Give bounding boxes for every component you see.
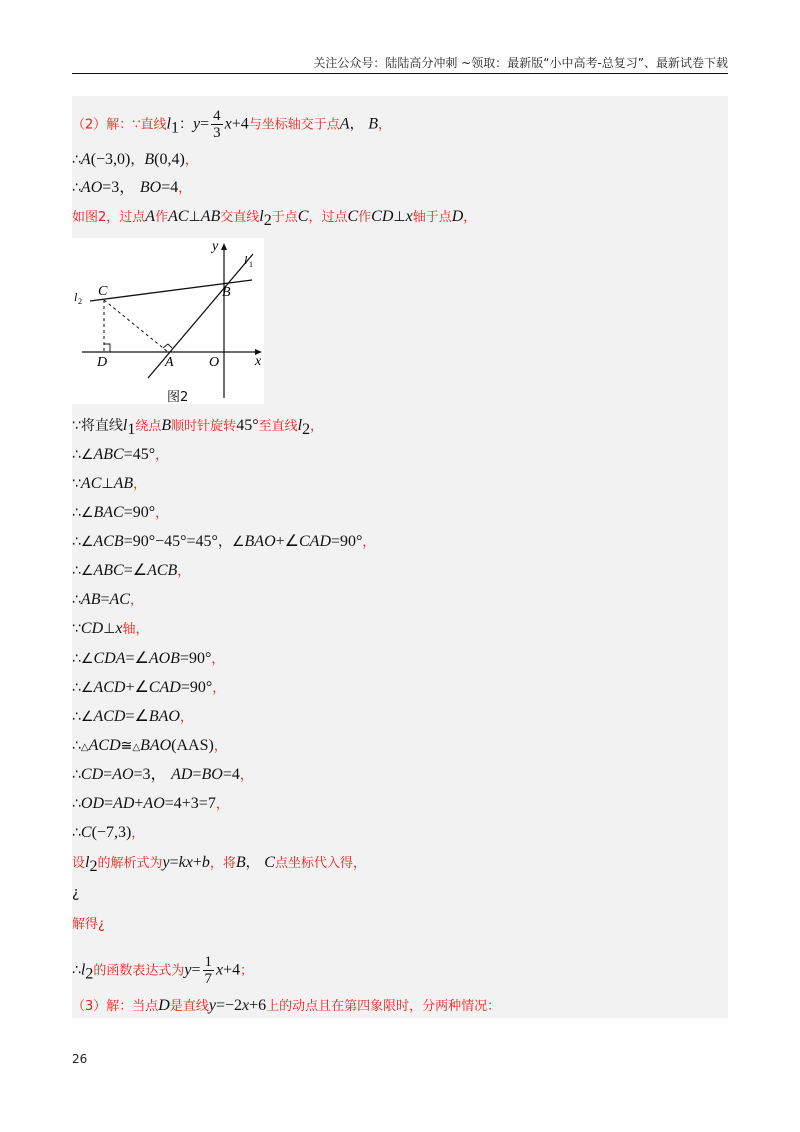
math: =∠ xyxy=(125,708,149,725)
triangle-symbol: △ xyxy=(80,742,89,753)
right-angle-A xyxy=(163,344,172,348)
text: 设 xyxy=(72,856,86,871)
text: ∵ xyxy=(72,621,81,637)
label-l2: l xyxy=(74,290,78,304)
math: BO xyxy=(139,179,162,196)
text: ∴ xyxy=(72,592,81,608)
text: 如图2，过点 xyxy=(72,210,146,225)
subscript: 2 xyxy=(85,965,94,983)
label-B: B xyxy=(222,285,231,300)
text: ¿ xyxy=(72,885,80,901)
math: +4 xyxy=(231,115,249,133)
label-A: A xyxy=(165,355,174,370)
text: ， xyxy=(463,210,477,225)
text: ， xyxy=(131,826,145,841)
math: =∠ xyxy=(123,562,148,579)
math: AB xyxy=(113,475,134,492)
math: =90° xyxy=(179,650,212,667)
math: ACB xyxy=(93,533,124,550)
text: ， xyxy=(177,564,191,579)
text: ； xyxy=(240,963,254,979)
math: =∠ xyxy=(125,650,149,667)
math: CAD xyxy=(299,533,331,550)
text: ∵ xyxy=(72,476,81,492)
perp: ⊥ xyxy=(188,209,201,225)
math: AD xyxy=(113,795,135,812)
text: ∴∠ xyxy=(72,563,94,579)
subscript: 2 xyxy=(263,211,272,229)
math: +4 xyxy=(223,961,241,979)
math: B xyxy=(144,151,155,168)
math: C xyxy=(80,824,92,841)
text: ∴∠ xyxy=(72,505,94,521)
line-l1 xyxy=(148,254,253,378)
text: 的函数表达式为 xyxy=(93,963,185,979)
math: l xyxy=(166,115,171,133)
math: (−3,0) xyxy=(90,151,131,168)
line-step xyxy=(72,883,79,903)
math: x xyxy=(224,115,232,133)
math: + xyxy=(134,795,144,812)
math: b xyxy=(201,854,210,871)
subscript: 2 xyxy=(89,857,98,875)
label-l1-sub: 1 xyxy=(249,260,253,269)
text: ， xyxy=(362,535,376,550)
line-step xyxy=(72,649,224,670)
math: x xyxy=(405,208,413,225)
math: AC xyxy=(168,208,189,225)
math: = xyxy=(169,854,179,871)
math: =3， xyxy=(133,766,167,783)
solution-block xyxy=(72,96,728,1018)
text: ，将 xyxy=(209,856,236,871)
math: A xyxy=(80,151,91,168)
math: ACD xyxy=(93,708,126,725)
text: ， xyxy=(215,797,229,812)
math: AOB xyxy=(148,650,180,667)
math: A xyxy=(339,115,350,133)
subscript: 1 xyxy=(127,420,136,438)
text: 至直线 xyxy=(258,419,298,434)
numerator: 4 xyxy=(213,108,221,124)
math: =4+3=7 xyxy=(164,795,216,812)
text: ∴ xyxy=(72,962,81,979)
line-coords xyxy=(72,150,198,171)
text: 绕点 xyxy=(135,419,162,434)
line-step xyxy=(72,794,229,815)
math: B xyxy=(235,854,246,871)
math: BO xyxy=(201,766,223,783)
math: OD xyxy=(80,795,105,812)
text: ， xyxy=(212,681,226,696)
therefore: ∴ xyxy=(72,180,81,196)
line-step xyxy=(72,532,375,553)
math: CD xyxy=(80,766,104,783)
math: B xyxy=(368,115,378,133)
math: +∠ xyxy=(275,533,299,550)
math: ACD xyxy=(93,679,126,696)
math: +∠ xyxy=(125,679,149,696)
text: ∴∠ xyxy=(72,447,94,463)
math: = xyxy=(200,115,210,133)
math: A xyxy=(145,208,156,225)
math: kx xyxy=(178,854,193,871)
math: =90° xyxy=(331,533,363,550)
text: 上的动点且在第四象限时，分两种情况： xyxy=(266,999,501,1014)
math: BAO xyxy=(140,737,172,754)
text: ∴ xyxy=(72,738,81,754)
math: (AAS) xyxy=(171,737,214,754)
math: BAO xyxy=(148,708,180,725)
math: AC xyxy=(109,591,130,608)
line-step xyxy=(72,823,144,844)
math: y xyxy=(208,997,216,1014)
text: 轴于点 xyxy=(412,210,452,225)
text: 的解析式为 xyxy=(97,856,163,871)
math: + xyxy=(192,854,202,871)
text: ， xyxy=(133,477,147,492)
perp: ⊥ xyxy=(393,209,406,225)
math: BAO xyxy=(244,533,276,550)
text: 与坐标轴交于点 xyxy=(248,117,340,133)
label-x: x xyxy=(255,354,262,369)
triangle-symbol: △ xyxy=(132,742,141,753)
perp: ⊥ xyxy=(103,621,116,637)
math: C xyxy=(264,854,275,871)
geometry-diagram xyxy=(72,238,264,404)
math: l xyxy=(297,417,303,434)
text: ， xyxy=(211,652,225,667)
math: =4 xyxy=(222,766,240,783)
text: 作 xyxy=(155,210,169,225)
text: ∴ xyxy=(72,767,81,783)
text: 作 xyxy=(358,210,372,225)
math: = xyxy=(104,795,114,812)
math: (−7,3) xyxy=(91,824,132,841)
text: 顺时针旋转 xyxy=(171,419,237,434)
math: CDA xyxy=(93,650,126,667)
math: AB xyxy=(80,591,101,608)
math: y xyxy=(162,854,170,871)
text: ， xyxy=(179,710,193,725)
math: 45° xyxy=(236,417,259,434)
math: l xyxy=(122,417,128,434)
math: =3， xyxy=(102,179,136,196)
text: ∴ xyxy=(72,796,81,812)
header-rule xyxy=(72,73,728,74)
text: （3）解：当点 xyxy=(72,999,159,1014)
denominator: 7 xyxy=(204,971,213,987)
text: ∠ xyxy=(231,534,245,550)
math: ACD xyxy=(88,737,121,754)
text: ， xyxy=(239,768,253,783)
math: CD xyxy=(371,208,394,225)
math: ABC xyxy=(93,562,124,579)
fraction xyxy=(211,108,223,141)
subscript: 2 xyxy=(302,420,311,438)
math: l xyxy=(80,961,86,979)
label-C: C xyxy=(98,284,108,299)
math: CAD xyxy=(148,679,181,696)
text: ， xyxy=(213,739,227,754)
line-step xyxy=(72,619,148,640)
math: AO xyxy=(143,795,165,812)
page-number: 26 xyxy=(72,1052,88,1066)
math: ACB xyxy=(147,562,178,579)
label-O: O xyxy=(209,355,220,370)
figure-caption: 图2 xyxy=(167,390,189,405)
math: AO xyxy=(80,179,103,196)
line-part3-intro xyxy=(72,996,500,1017)
fraction xyxy=(203,954,215,987)
text: ， xyxy=(349,116,364,133)
y-axis-arrow xyxy=(221,243,227,250)
math: AB xyxy=(200,208,221,225)
math: x xyxy=(242,997,250,1014)
perp: ⊥ xyxy=(101,476,114,492)
text: ， xyxy=(129,593,143,608)
text: 解得¿ xyxy=(72,917,105,932)
page-header: 关注公众号：陆陆高分冲刺 ~领取：最新版“小中高考-总复习”、最新试卷下载 xyxy=(313,56,728,70)
text: ， xyxy=(184,153,198,168)
denominator: 3 xyxy=(213,125,221,141)
math: =90° xyxy=(180,679,213,696)
math: CD xyxy=(80,620,104,637)
text: ∴ xyxy=(72,825,81,841)
math: D xyxy=(158,997,170,1014)
text: ，过点 xyxy=(308,210,348,225)
text: ： xyxy=(179,116,193,133)
text: ， xyxy=(310,419,324,434)
line-part2-intro xyxy=(72,108,391,141)
math: =−2 xyxy=(215,997,243,1014)
subscript: 1 xyxy=(171,119,179,137)
text: 是直线 xyxy=(169,999,209,1014)
math: = xyxy=(103,766,113,783)
math: AO xyxy=(112,766,134,783)
math: =4 xyxy=(161,179,179,196)
text: 轴， xyxy=(122,622,149,637)
label-l1: l xyxy=(244,253,248,267)
math: AD xyxy=(171,766,193,783)
text: 于点 xyxy=(271,210,298,225)
right-angle-D xyxy=(104,344,110,352)
line-rotation xyxy=(72,416,323,440)
line-step xyxy=(72,561,190,582)
math: = xyxy=(191,961,201,979)
text: 交直线 xyxy=(220,210,260,225)
line-step xyxy=(72,914,105,935)
text: （2）解：∵直线 xyxy=(72,117,167,133)
math: +6 xyxy=(249,997,267,1014)
line-step xyxy=(72,707,193,728)
math: y xyxy=(184,961,192,979)
congruent-symbol: ≅ xyxy=(120,738,133,754)
text: ， xyxy=(217,534,232,550)
label-l2-sub: 2 xyxy=(78,297,82,306)
math: y xyxy=(193,115,201,133)
math: =45° xyxy=(123,446,156,463)
math: B xyxy=(161,417,172,434)
text: ， xyxy=(155,448,169,463)
math: C xyxy=(297,208,309,225)
text: ， xyxy=(155,506,169,521)
numerator: 1 xyxy=(204,954,213,970)
text: ∴∠ xyxy=(72,534,94,550)
text: ∴∠ xyxy=(72,680,94,696)
text: ， xyxy=(130,152,145,168)
math: AC xyxy=(80,475,102,492)
line-step xyxy=(72,590,143,611)
text: ， xyxy=(178,181,192,196)
segment-CA xyxy=(104,300,168,352)
label-y: y xyxy=(212,239,219,254)
label-D: D xyxy=(97,355,108,370)
math: =90°−45°=45° xyxy=(123,533,218,550)
math: l xyxy=(85,854,90,871)
text: ， xyxy=(245,855,260,871)
line-step xyxy=(72,853,366,877)
math: l xyxy=(259,208,264,225)
text: 点坐标代入得， xyxy=(274,856,366,871)
line-step xyxy=(72,736,227,758)
text: ， xyxy=(377,117,391,133)
figure-2 xyxy=(72,238,264,404)
text: ∵将直线 xyxy=(72,418,123,434)
math: D xyxy=(451,208,464,225)
math: ABC xyxy=(93,446,124,463)
math: (0,4) xyxy=(154,151,185,168)
therefore: ∴ xyxy=(72,152,81,168)
line-construction xyxy=(72,207,476,231)
math: = xyxy=(100,591,110,608)
line-step xyxy=(72,678,225,699)
math: C xyxy=(347,208,359,225)
math: x xyxy=(115,620,123,637)
math: BAC xyxy=(93,504,124,521)
line-step xyxy=(72,503,168,524)
line-step xyxy=(72,765,253,786)
line-step xyxy=(72,954,253,987)
math: x xyxy=(216,961,224,979)
line-step xyxy=(72,445,168,466)
math: = xyxy=(192,766,202,783)
line-step xyxy=(72,474,146,495)
line-lengths xyxy=(72,178,191,199)
text: ∴∠ xyxy=(72,709,94,725)
math: =90° xyxy=(123,504,156,521)
text: ∴∠ xyxy=(72,651,94,667)
